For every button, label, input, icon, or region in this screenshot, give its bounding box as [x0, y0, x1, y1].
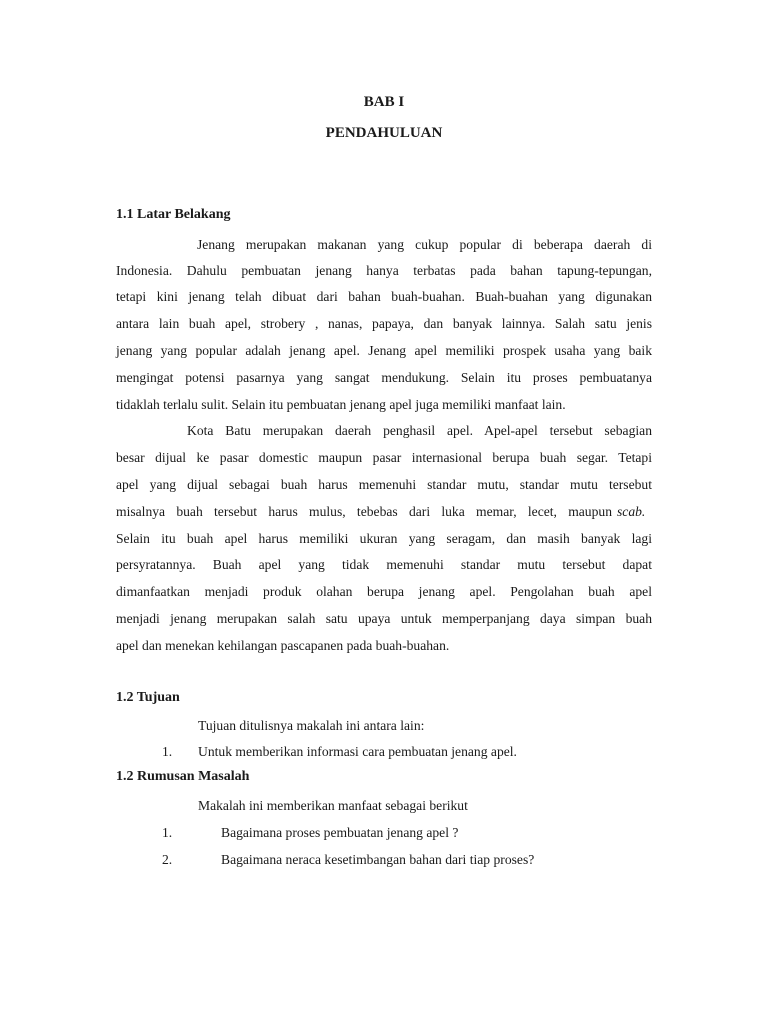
paragraph-line: Selain itu buah apel harus memiliki ukuran yang seragam, dan masih banyak lagi — [116, 531, 652, 546]
paragraph-line: Indonesia. Dahulu pembuatan jenang hanya terbatas pada bahan tapung-tepungan, — [116, 263, 652, 278]
section-heading-tujuan: 1.2 Tujuan — [116, 690, 180, 705]
section-heading-latar-belakang: 1.1 Latar Belakang — [116, 207, 231, 222]
paragraph-line: misalnya buah tersebut harus mulus, tebebas dari luka memar, lecet, maupun — [116, 504, 612, 519]
paragraph-line: jenang yang popular adalah jenang apel. Jenang apel memiliki prospek usaha yang baik — [116, 343, 652, 358]
tujuan-intro: Tujuan ditulisnya makalah ini antara lain: — [198, 718, 425, 733]
paragraph-line: antara lain buah apel, strobery , nanas, papaya, dan banyak lainnya. Salah satu jenis — [116, 316, 652, 331]
paragraph-line: menjadi jenang merupakan salah satu upaya untuk memperpanjang daya simpan buah — [116, 611, 652, 626]
paragraph-line: mengingat potensi pasarnya yang sangat mendukung. Selain itu proses pembuatanya — [116, 370, 652, 385]
paragraph-line: tetapi kini jenang telah dibuat dari bahan buah-buahan. Buah-buahan yang digunakan — [116, 289, 652, 304]
chapter-title: PENDAHULUAN — [325, 125, 443, 141]
paragraph-line: dimanfaatkan menjadi produk olahan berupa jenang apel. Pengolahan buah apel — [116, 584, 652, 599]
paragraph-line: persyratannya. Buah apel yang tidak memenuhi standar mutu tersebut dapat — [116, 557, 652, 572]
chapter-number: BAB I — [363, 94, 405, 110]
list-item-text: Bagaimana proses pembuatan jenang apel ? — [221, 825, 459, 840]
paragraph-line: apel dan menekan kehilangan pascapanen pada buah-buahan. — [116, 638, 450, 653]
section-heading-rumusan-masalah: 1.2 Rumusan Masalah — [116, 769, 250, 784]
paragraph-line: Kota Batu merupakan daerah penghasil apel. Apel-apel tersebut sebagian — [187, 423, 652, 438]
paragraph-line: besar dijual ke pasar domestic maupun pasar internasional berupa buah segar. Tetapi — [116, 450, 652, 465]
list-item-text: Bagaimana neraca kesetimbangan bahan dari tiap proses? — [221, 852, 535, 867]
italic-term-scab: scab. — [617, 504, 646, 519]
paragraph-line: apel yang dijual sebagai buah harus memenuhi standar mutu, standar mutu tersebut — [116, 477, 652, 492]
rumusan-intro: Makalah ini memberikan manfaat sebagai berikut — [198, 798, 468, 813]
list-item-number: 1. — [162, 744, 173, 759]
list-item-text: Untuk memberikan informasi cara pembuatan jenang apel. — [198, 744, 517, 759]
paragraph-line: tidaklah terlalu sulit. Selain itu pembuatan jenang apel juga memiliki manfaat lain. — [116, 397, 566, 412]
list-item-number: 1. — [162, 825, 173, 840]
list-item-number: 2. — [162, 852, 173, 867]
paragraph-line: Jenang merupakan makanan yang cukup popular di beberapa daerah di — [197, 237, 652, 252]
